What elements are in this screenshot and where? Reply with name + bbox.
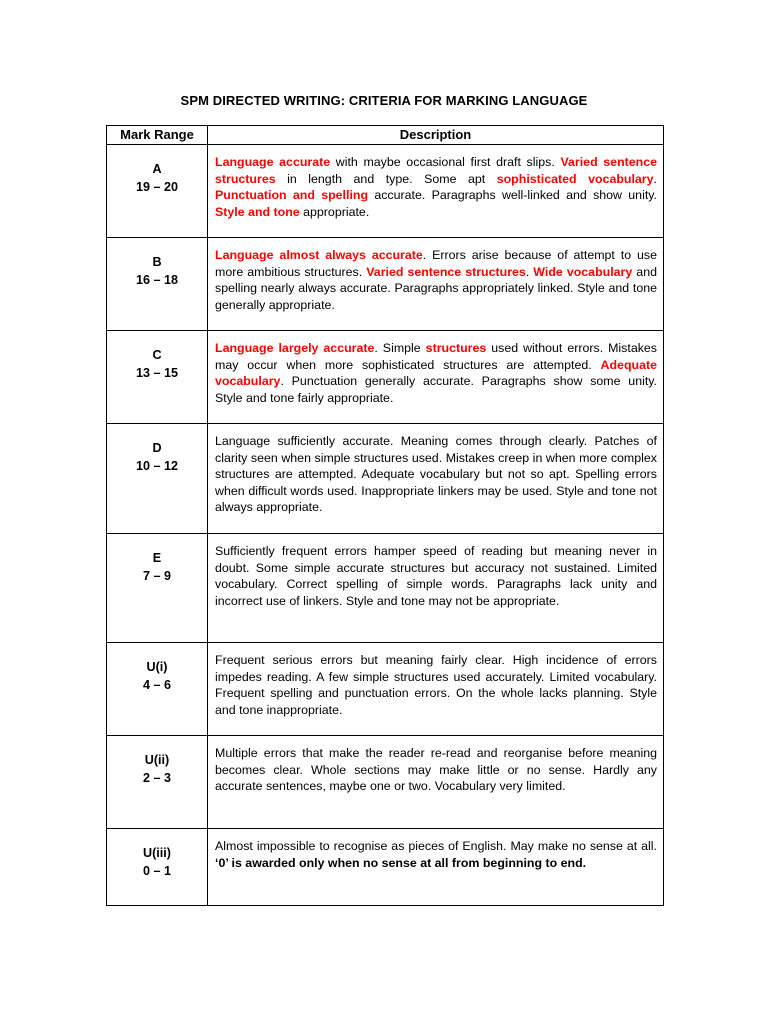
mark-range-value: 7 – 9 [142,569,171,583]
description-text: . [525,264,534,279]
grade-label: D [152,441,162,455]
mark-range-cell [107,331,208,424]
mark-range-value: 13 – 15 [135,366,179,380]
description-cell [208,829,664,906]
description-text: Multiple errors that make the reader re-read and reorganise before meaning becomes clear. Whole sections may make little or no sense. Hardly any accurate sentences, maybe one or two. Vocabulary very limited. [215,746,657,793]
table-row [107,331,664,424]
grade-label: U(iii) [143,846,171,860]
mark-range-cell [107,238,208,331]
table-row [107,424,664,534]
grade-label: A [152,162,162,176]
highlighted-criterion: Varied sentence structures [366,264,526,279]
table-row [107,534,664,643]
description-cell [208,643,664,736]
grade-label: U(ii) [144,753,170,767]
mark-range-value: 16 – 18 [135,273,179,287]
description-text: . Simple [374,341,426,355]
marking-criteria-table [106,125,664,906]
table-row [107,238,664,331]
description-text: . [653,171,657,186]
mark-range-value: 10 – 12 [135,459,179,473]
highlighted-criterion: Language largely accurate [215,341,375,355]
mark-range-cell [107,145,208,238]
description-text: in length and type. Some apt [275,171,497,186]
description-cell [208,331,664,424]
description-cell [208,145,664,238]
description-cell [208,736,664,829]
description-cell [208,238,664,331]
mark-range-cell [107,424,208,534]
table-row [107,829,664,906]
description-text: . Punctuation generally accurate. Paragraphs show some unity. Style and tone fairly appropriate. [215,374,657,405]
description-text: used without errors. Mistakes may occur when more sophisticated structures are attempted. [215,341,657,372]
description-text: . Errors arise because of attempt to use more ambitious structures. [215,248,657,279]
mark-range-value: 19 – 20 [135,180,179,194]
highlighted-criterion: structures [425,341,487,355]
description-text: and spelling nearly always accurate. Paragraphs appropriately linked. Style and tone generally appropriate. [215,264,657,312]
mark-range-cell [107,643,208,736]
highlighted-criterion: Language accurate [215,155,331,169]
description-text: with maybe occasional first draft slips. [330,155,561,169]
criteria-body [107,145,664,906]
table-header-row [107,126,664,145]
mark-range-value: 2 – 3 [142,771,171,785]
mark-range-value: 4 – 6 [142,678,171,692]
highlighted-criterion: Adequate vocabulary [215,357,657,388]
mark-range-cell [107,829,208,906]
highlighted-criterion: Varied sentence structures [215,155,657,186]
grade-label: B [152,255,162,269]
description-text: Almost impossible to recognise as pieces of English. May make no sense at all. [215,839,657,853]
description-text: Language sufficiently accurate. Meaning comes through clearly. Patches of clarity seen when simple structures used. Mistakes creep in when more complex structures are attempted. Adequate vocabulary but not so apt. Spelling errors when difficult words used. Inappropriate linkers may be used. Style and tone not always appropriate. [215,434,657,514]
mark-range-value: 0 – 1 [142,864,171,878]
mark-range-cell [107,534,208,643]
description-cell [208,424,664,534]
description-text: Frequent serious errors but meaning fairly clear. High incidence of errors impedes reading. A few simple structures used accurately. Limited vocabulary. Frequent spelling and punctuation errors. On the whole lacks planning. Style and tone inappropriate. [215,653,657,717]
grade-label: U(i) [146,660,168,674]
highlighted-criterion: Wide vocabulary [533,264,633,279]
mark-range-cell [107,736,208,829]
description-cell [208,534,664,643]
bold-note: ‘0’ is awarded only when no sense at all from beginning to end. [215,855,587,870]
highlighted-criterion: Style and tone [215,204,300,219]
description-text: Sufficiently frequent errors hamper speed of reading but meaning never in doubt. Some simple accurate structures but accuracy not sustained. Limited vocabulary. Correct spelling of simple words. Paragraphs lack unity and incorrect use of linkers. Style and tone may not be appropriate. [215,544,657,608]
document-title: SPM DIRECTED WRITING: CRITERIA FOR MARKING LANGUAGE [180,93,588,108]
highlighted-criterion: sophisticated vocabulary [496,171,654,186]
highlighted-criterion: Punctuation and spelling [215,188,369,202]
table-row [107,145,664,238]
description-header: Description [208,126,664,145]
description-text: accurate. Paragraphs well-linked and show unity. [368,188,657,202]
table-row [107,643,664,736]
highlighted-criterion: Language almost always accurate [215,248,423,262]
mark-range-header: Mark Range [107,126,208,145]
grade-label: E [152,551,162,565]
table-row [107,736,664,829]
description-text: appropriate. [299,204,370,219]
grade-label: C [152,348,162,362]
